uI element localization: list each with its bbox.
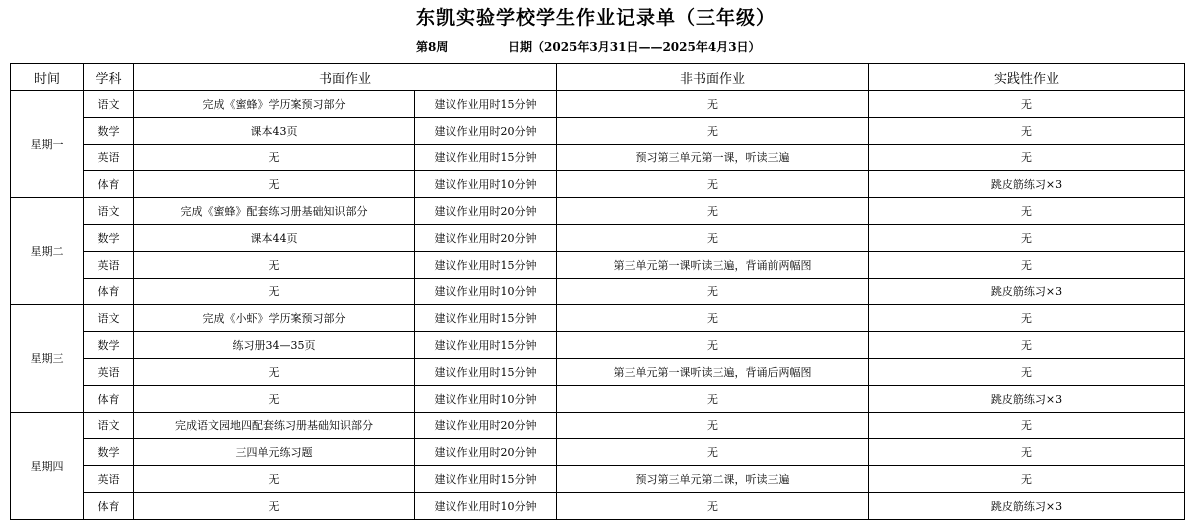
table-row	[11, 412, 1185, 439]
practice-homework-cell: 跳皮筋练习×3	[869, 278, 1185, 305]
subject-cell: 语文	[84, 305, 134, 332]
written-homework-cell: 无	[134, 251, 415, 278]
table-row	[11, 385, 1185, 412]
table-row	[11, 358, 1185, 385]
day-cell: 星期三	[11, 305, 84, 412]
written-homework-cell: 课本43页	[134, 117, 415, 144]
non-written-homework-cell: 无	[557, 385, 869, 412]
suggested-time-cell: 建议作业用时20分钟	[415, 117, 557, 144]
subject-cell: 英语	[84, 358, 134, 385]
subject-cell: 英语	[84, 251, 134, 278]
written-homework-cell: 三四单元练习题	[134, 439, 415, 466]
page-title: 东凯实验学校学生作业记录单（三年级）	[415, 7, 776, 29]
subject-cell: 数学	[84, 224, 134, 251]
date-range: 日期（2025年3月31日——2025年4月3日）	[508, 40, 761, 54]
header-time: 时间	[11, 64, 84, 91]
written-homework-cell: 完成《小虾》学历案预习部分	[134, 305, 415, 332]
suggested-time-cell: 建议作业用时15分钟	[415, 251, 557, 278]
non-written-homework-cell: 无	[557, 492, 869, 519]
suggested-time-cell: 建议作业用时15分钟	[415, 91, 557, 118]
subject-cell: 语文	[84, 198, 134, 225]
practice-homework-cell: 无	[869, 439, 1185, 466]
header-non-written: 非书面作业	[557, 64, 869, 91]
table-row	[11, 171, 1185, 198]
written-homework-cell: 无	[134, 358, 415, 385]
written-homework-cell: 完成《蜜蜂》配套练习册基础知识部分	[134, 198, 415, 225]
suggested-time-cell: 建议作业用时20分钟	[415, 412, 557, 439]
suggested-time-cell: 建议作业用时20分钟	[415, 224, 557, 251]
written-homework-cell: 无	[134, 278, 415, 305]
practice-homework-cell: 无	[869, 251, 1185, 278]
practice-homework-cell: 无	[869, 224, 1185, 251]
table-row	[11, 439, 1185, 466]
suggested-time-cell: 建议作业用时20分钟	[415, 439, 557, 466]
suggested-time-cell: 建议作业用时10分钟	[415, 492, 557, 519]
non-written-homework-cell: 第三单元第一课听读三遍，背诵后两幅图	[557, 358, 869, 385]
practice-homework-cell: 无	[869, 412, 1185, 439]
day-cell: 星期一	[11, 91, 84, 198]
header-written: 书面作业	[134, 64, 557, 91]
table-row	[11, 466, 1185, 493]
non-written-homework-cell: 无	[557, 91, 869, 118]
subject-cell: 语文	[84, 91, 134, 118]
table-row	[11, 492, 1185, 519]
practice-homework-cell: 跳皮筋练习×3	[869, 171, 1185, 198]
non-written-homework-cell: 无	[557, 117, 869, 144]
non-written-homework-cell: 无	[557, 332, 869, 359]
practice-homework-cell: 无	[869, 466, 1185, 493]
header-practice: 实践性作业	[869, 64, 1185, 91]
written-homework-cell: 完成语文园地四配套练习册基础知识部分	[134, 412, 415, 439]
non-written-homework-cell: 第三单元第一课听读三遍，背诵前两幅图	[557, 251, 869, 278]
suggested-time-cell: 建议作业用时10分钟	[415, 171, 557, 198]
table-row	[11, 278, 1185, 305]
practice-homework-cell: 无	[869, 358, 1185, 385]
written-homework-cell: 课本44页	[134, 224, 415, 251]
subject-cell: 语文	[84, 412, 134, 439]
suggested-time-cell: 建议作业用时15分钟	[415, 332, 557, 359]
subject-cell: 英语	[84, 466, 134, 493]
practice-homework-cell: 跳皮筋练习×3	[869, 385, 1185, 412]
day-cell: 星期四	[11, 412, 84, 519]
subject-cell: 英语	[84, 144, 134, 171]
header-row	[11, 64, 1185, 91]
non-written-homework-cell: 无	[557, 278, 869, 305]
suggested-time-cell: 建议作业用时15分钟	[415, 144, 557, 171]
table-row	[11, 198, 1185, 225]
subtitle-line	[0, 38, 1192, 56]
practice-homework-cell: 无	[869, 198, 1185, 225]
table-row	[11, 117, 1185, 144]
practice-homework-cell: 无	[869, 332, 1185, 359]
subject-cell: 体育	[84, 278, 134, 305]
table-row	[11, 224, 1185, 251]
practice-homework-cell: 无	[869, 91, 1185, 118]
homework-table	[10, 63, 1185, 520]
written-homework-cell: 无	[134, 466, 415, 493]
suggested-time-cell: 建议作业用时15分钟	[415, 358, 557, 385]
written-homework-cell: 无	[134, 171, 415, 198]
written-homework-cell: 练习册34—35页	[134, 332, 415, 359]
subject-cell: 数学	[84, 439, 134, 466]
written-homework-cell: 无	[134, 385, 415, 412]
subject-cell: 体育	[84, 171, 134, 198]
practice-homework-cell: 跳皮筋练习×3	[869, 492, 1185, 519]
table-row	[11, 305, 1185, 332]
subject-cell: 体育	[84, 385, 134, 412]
subject-cell: 数学	[84, 332, 134, 359]
suggested-time-cell: 建议作业用时15分钟	[415, 466, 557, 493]
suggested-time-cell: 建议作业用时10分钟	[415, 385, 557, 412]
non-written-homework-cell: 无	[557, 198, 869, 225]
practice-homework-cell: 无	[869, 305, 1185, 332]
non-written-homework-cell: 无	[557, 439, 869, 466]
non-written-homework-cell: 无	[557, 412, 869, 439]
practice-homework-cell: 无	[869, 144, 1185, 171]
non-written-homework-cell: 预习第三单元第一课，听读三遍	[557, 144, 869, 171]
suggested-time-cell: 建议作业用时15分钟	[415, 305, 557, 332]
non-written-homework-cell: 无	[557, 171, 869, 198]
table-row	[11, 251, 1185, 278]
subject-cell: 数学	[84, 117, 134, 144]
subject-cell: 体育	[84, 492, 134, 519]
non-written-homework-cell: 预习第三单元第二课，听读三遍	[557, 466, 869, 493]
day-cell: 星期二	[11, 198, 84, 305]
table-row	[11, 91, 1185, 118]
table-row	[11, 332, 1185, 359]
non-written-homework-cell: 无	[557, 305, 869, 332]
suggested-time-cell: 建议作业用时20分钟	[415, 198, 557, 225]
practice-homework-cell: 无	[869, 117, 1185, 144]
table-row	[11, 144, 1185, 171]
written-homework-cell: 无	[134, 144, 415, 171]
suggested-time-cell: 建议作业用时10分钟	[415, 278, 557, 305]
non-written-homework-cell: 无	[557, 224, 869, 251]
written-homework-cell: 无	[134, 492, 415, 519]
header-subject: 学科	[84, 64, 134, 91]
week-label: 第8周	[416, 40, 449, 54]
written-homework-cell: 完成《蜜蜂》学历案预习部分	[134, 91, 415, 118]
